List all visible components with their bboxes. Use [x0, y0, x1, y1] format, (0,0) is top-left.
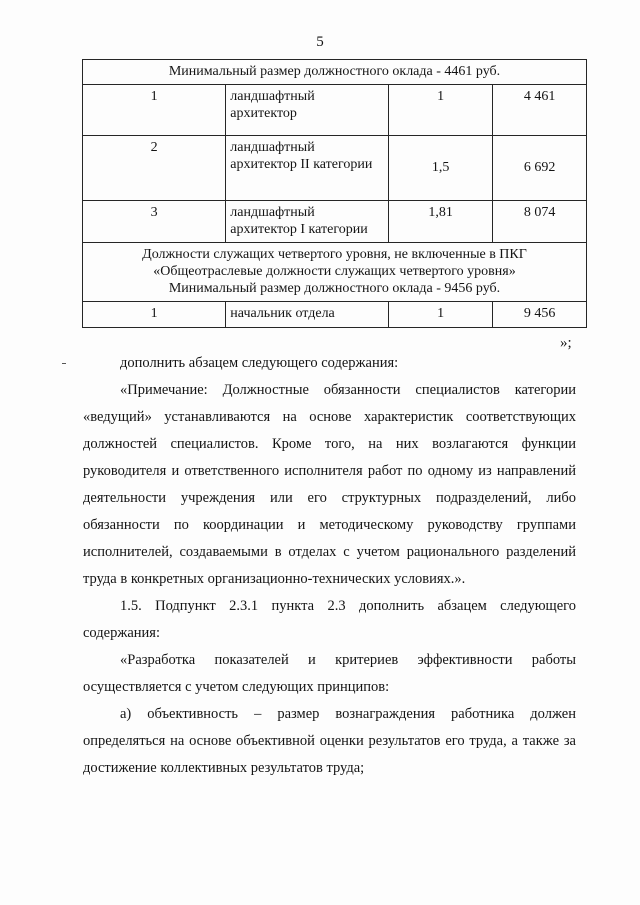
position-name: ландшафтный архитектор: [226, 85, 389, 136]
paragraph: 1.5. Подпункт 2.3.1 пункта 2.3 дополнить абзацем следующего содержания:: [83, 598, 576, 641]
position-name: ландшафтный архитектор I категории: [226, 201, 389, 243]
salary-table: [82, 59, 587, 328]
section2-heading-line2: «Общеотраслевые должности служащих четвертого уровня»: [153, 264, 516, 279]
row-number: 3: [83, 201, 226, 243]
paragraph: «Примечание: Должностные обязанности специалистов категории «ведущий» устанавливаются на основе характеристик соответствующих должностей специалистов. Кроме того, на них возлагаются функции руководителя и ответственного исполнителя работ по одному из направлений деятельности учреждения или его структурных подразделений, либо обязанности по координации и методическому руководству группами исполнителей, создаваемыми в отделах с учетом рационального разделений труда в конкретных организационно-технических условиях.».: [83, 382, 576, 587]
section2-heading: [83, 243, 587, 302]
table-row: [83, 302, 587, 328]
coefficient: 1,5: [388, 136, 492, 201]
row-number: 1: [83, 85, 226, 136]
salary: 8 074: [493, 201, 587, 243]
table-row: [83, 136, 587, 201]
salary: 9 456: [493, 302, 587, 328]
document-body: [83, 350, 576, 782]
table-section-heading-row: [83, 243, 587, 302]
coefficient: 1: [388, 85, 492, 136]
table-row: [83, 85, 587, 136]
row-number: 2: [83, 136, 226, 201]
salary: 4 461: [493, 85, 587, 136]
position-name: начальник отдела: [226, 302, 389, 328]
section2-heading-line3: Минимальный размер должностного оклада - 9456 руб.: [168, 281, 501, 296]
table-row: [83, 201, 587, 243]
salary: 6 692: [493, 136, 587, 201]
paragraph: а) объективность – размер вознаграждения работника должен определяться на основе объективной оценки результатов его труда, а также за достижение коллективных результатов труда;: [83, 706, 576, 776]
position-name: ландшафтный архитектор II категории: [226, 136, 389, 201]
paragraph: «Разработка показателей и критериев эффективности работы осуществляется с учетом следующих принципов:: [83, 652, 576, 695]
section2-heading-line1: Должности служащих четвертого уровня, не включенные в ПКГ: [142, 247, 527, 262]
page-number: 5: [316, 34, 324, 50]
coefficient: 1: [388, 302, 492, 328]
paragraph: дополнить абзацем следующего содержания:: [120, 355, 399, 371]
coefficient: 1,81: [388, 201, 492, 243]
closing-quote: »;: [560, 335, 572, 351]
table-section-heading-row: [83, 60, 587, 85]
row-number: 1: [83, 302, 226, 328]
margin-mark: [62, 363, 66, 364]
section1-heading: Минимальный размер должностного оклада - 4461 руб.: [83, 60, 587, 85]
